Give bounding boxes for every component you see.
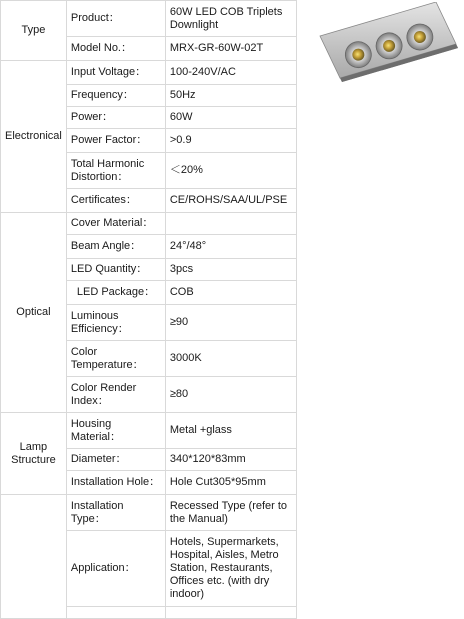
spec-value: 100-240V/AC <box>165 61 296 85</box>
section-electronical: Electronical <box>1 61 67 213</box>
spec-label: Application： <box>66 531 165 607</box>
spec-label: Input Voltage： <box>66 61 165 85</box>
spec-value: MRX-GR-60W-02T <box>165 37 296 61</box>
spec-label: Installation Type： <box>66 495 165 531</box>
spec-value: ≥90 <box>165 305 296 341</box>
spec-value <box>165 213 296 235</box>
spec-label: Power Factor： <box>66 129 165 153</box>
spec-value: Metal +glass <box>165 413 296 449</box>
spec-label: Certificates： <box>66 189 165 213</box>
spec-value: COB <box>165 281 296 305</box>
spec-value: 3000K <box>165 341 296 377</box>
spec-value: 60W <box>165 107 296 129</box>
spec-label <box>66 607 165 619</box>
table-row <box>1 413 297 449</box>
spec-value: 24°/48° <box>165 235 296 259</box>
spec-label: Color Render Index： <box>66 377 165 413</box>
table-row <box>1 213 297 235</box>
spec-value: Hole Cut305*95mm <box>165 471 296 495</box>
product-image <box>318 2 464 84</box>
spec-label: LED Package： <box>66 281 165 305</box>
section-lamp-structure: Lamp Structure <box>1 413 67 495</box>
spec-value: Recessed Type (refer to the Manual) <box>165 495 296 531</box>
spec-label: Housing Material： <box>66 413 165 449</box>
spec-label: Product： <box>66 1 165 37</box>
spec-label: LED Quantity： <box>66 259 165 281</box>
spec-label: Diameter： <box>66 449 165 471</box>
spec-value: Hotels, Supermarkets, Hospital, Aisles, Metro Station, Restaurants, Offices etc. (with dry indoor) <box>165 531 296 607</box>
spec-label: Model No.： <box>66 37 165 61</box>
spec-value: ＜20% <box>165 153 296 189</box>
table-row <box>1 1 297 37</box>
spec-value: 60W LED COB Triplets Downlight <box>165 1 296 37</box>
spec-label: Cover Material： <box>66 213 165 235</box>
spec-label: Frequency： <box>66 85 165 107</box>
section-optical: Optical <box>1 213 67 413</box>
section-type: Type <box>1 1 67 61</box>
table-row <box>1 495 297 531</box>
spec-value: ≥80 <box>165 377 296 413</box>
spec-value: 3pcs <box>165 259 296 281</box>
spec-value <box>165 607 296 619</box>
spec-label: Color Temperature： <box>66 341 165 377</box>
spec-value: 340*120*83mm <box>165 449 296 471</box>
spec-label: Total Harmonic Distortion： <box>66 153 165 189</box>
spec-value: 50Hz <box>165 85 296 107</box>
spec-label: Power： <box>66 107 165 129</box>
table-row <box>1 61 297 85</box>
spec-label: Luminous Efficiency： <box>66 305 165 341</box>
spec-label: Beam Angle： <box>66 235 165 259</box>
spec-value: CE/ROHS/SAA/UL/PSE <box>165 189 296 213</box>
spec-value: >0.9 <box>165 129 296 153</box>
spec-label: Installation Hole： <box>66 471 165 495</box>
